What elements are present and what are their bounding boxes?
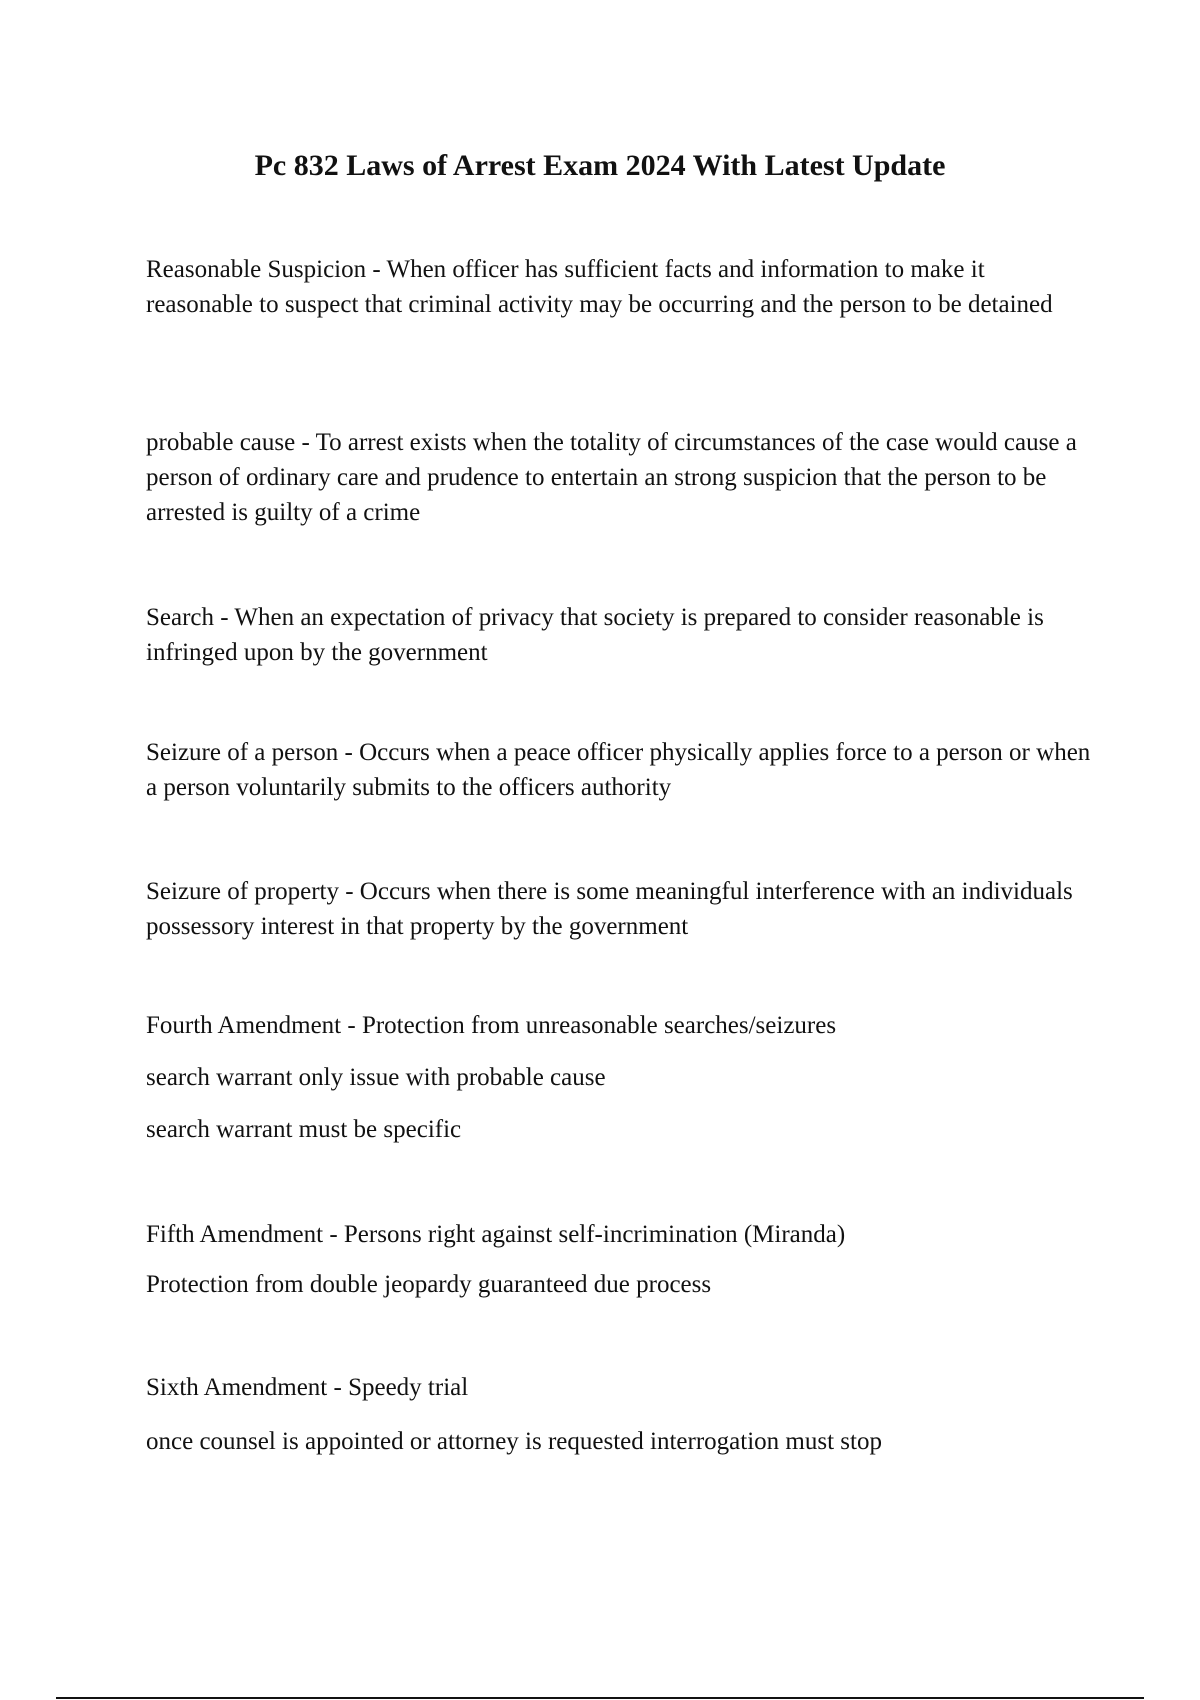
entry-reasonable-suspicion: Reasonable Suspicion - When officer has sufficient facts and information to make it reasonable to suspect that criminal activity may be occurring and the person to be detained — [146, 256, 1053, 318]
entry-probable-cause: probable cause - To arrest exists when the totality of circumstances of the case would cause a person of ordinary care and prudence to entertain an strong suspicion that the person to be arrested is guilty of a crime — [146, 429, 1077, 526]
page-title: Pc 832 Laws of Arrest Exam 2024 With Latest Update — [254, 149, 946, 182]
entry-sixth-amendment-note: once counsel is appointed or attorney is requested interrogation must stop — [146, 1428, 882, 1455]
entry-sixth-amendment: Sixth Amendment - Speedy trial — [146, 1374, 469, 1401]
entry-fourth-amendment: Fourth Amendment - Protection from unreasonable searches/seizures — [146, 1012, 837, 1039]
entry-fourth-amendment-note-1: search warrant only issue with probable cause — [146, 1064, 606, 1091]
entry-fourth-amendment-note-2: search warrant must be specific — [146, 1116, 462, 1143]
entry-fifth-amendment-note: Protection from double jeopardy guaranteed due process — [146, 1271, 712, 1298]
entry-search: Search - When an expectation of privacy that society is prepared to consider reasonable is infringed upon by the government — [146, 604, 1044, 666]
entry-seizure-of-property: Seizure of property - Occurs when there is some meaningful interference with an individuals possessory interest in that property by the government — [146, 878, 1073, 940]
page-bottom-rule — [56, 1697, 1144, 1699]
entry-fifth-amendment: Fifth Amendment - Persons right against self-incrimination (Miranda) — [146, 1221, 846, 1248]
entry-seizure-of-person: Seizure of a person - Occurs when a peace officer physically applies force to a person or when a person voluntarily submits to the officers authority — [146, 739, 1091, 801]
